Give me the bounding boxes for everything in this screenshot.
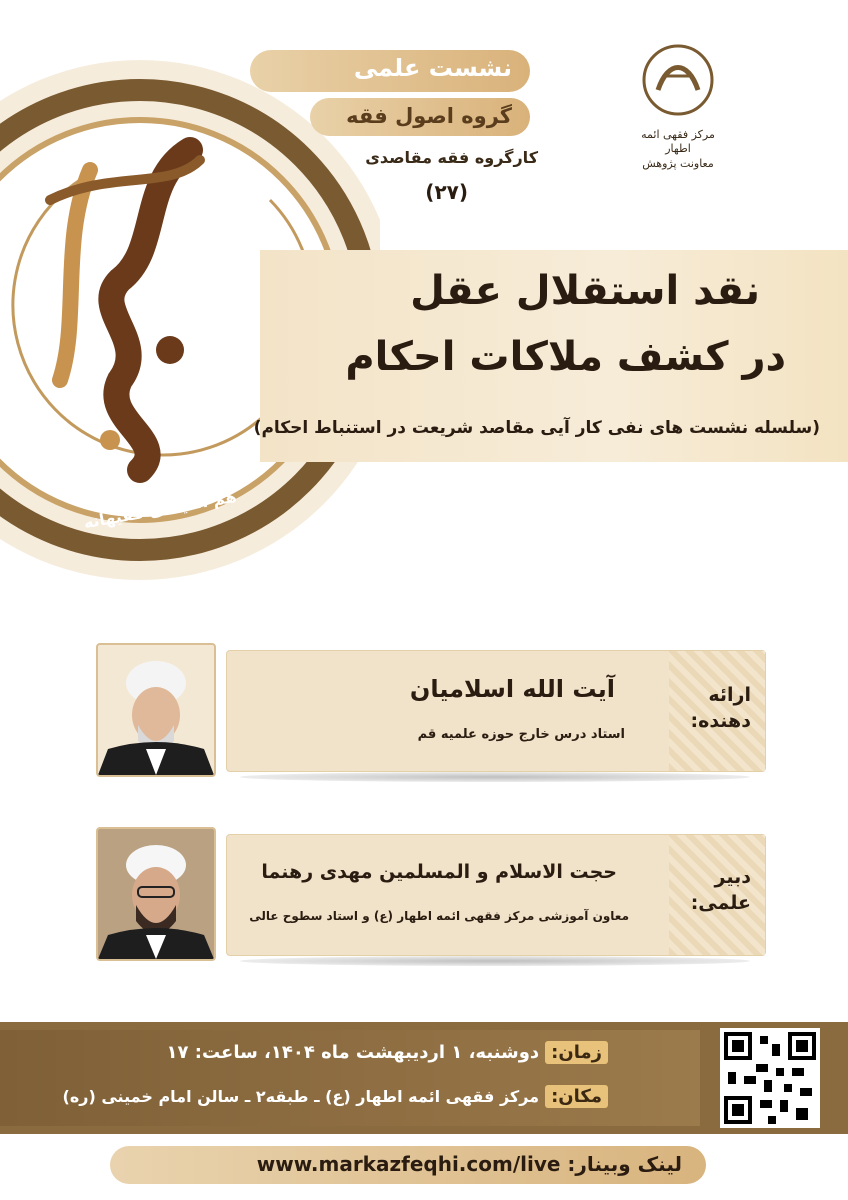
title-line-1: نقد استقلال عقل — [410, 268, 760, 314]
presenter-title: استاد درس خارج حوزه علمیه قم — [417, 727, 625, 742]
time-value: دوشنبه، ۱ اردیبهشت ماه ۱۴۰۴، ساعت: ۱۷ — [166, 1042, 540, 1063]
event-type-pill — [250, 50, 530, 92]
secretary-role-line2: علمی: — [690, 891, 751, 914]
time-label: زمان: — [545, 1041, 608, 1064]
group-name: گروه اصول فقه — [346, 104, 512, 128]
time-row — [167, 1042, 608, 1063]
session-number: (۲۷) — [425, 180, 468, 204]
emblem-motto: هم اندیشی فقیهانه — [82, 486, 238, 533]
event-type: نشست علمی — [353, 54, 512, 82]
qr-code[interactable] — [720, 1028, 820, 1128]
presenter-card — [226, 650, 766, 772]
secretary-card — [226, 834, 766, 956]
presenter-role-line2: دهنده: — [690, 709, 751, 732]
presenter-role-line1: ارائه — [708, 684, 751, 706]
secretary-photo — [96, 827, 216, 961]
secretary-title: معاون آموزشی مرکز فقهی ائمه اطهار (ع) و استاد سطوح عالی — [249, 909, 629, 923]
place-row — [63, 1086, 608, 1107]
webinar-link-pill[interactable] — [110, 1146, 706, 1184]
group-pill — [310, 98, 530, 136]
presenter-name: آیت الله اسلامیان — [409, 675, 615, 703]
subgroup-name: کارگروه فقه مقاصدی — [365, 148, 538, 167]
secretary-role-line1: دبیر — [714, 866, 751, 888]
logo-org-line2: معاونت پژوهش — [642, 156, 714, 170]
logo-org-line1: مرکز فقهی ائمه اطهار — [641, 128, 715, 156]
title-line-2: در کشف ملاکات احکام — [345, 334, 786, 380]
secretary-name: حجت الاسلام و المسلمین مهدی رهنما — [261, 861, 617, 883]
series-subtitle: (سلسله نشست های نفی کار آیی مقاصد شریعت در استنباط احکام) — [253, 418, 820, 438]
secretary-role-box — [669, 835, 765, 955]
presenter-role-box — [669, 651, 765, 771]
secretary-card-shadow — [240, 956, 750, 966]
logo-icon — [638, 40, 718, 120]
place-value: مرکز فقهی ائمه اطهار (ع) ـ طبقه۲ ـ سالن امام خمینی (ره) — [62, 1087, 540, 1106]
place-label: مکان: — [545, 1085, 608, 1108]
webinar-label: لینک وبینار: — [567, 1152, 682, 1176]
presenter-photo — [96, 643, 216, 777]
webinar-url[interactable]: www.markazfeqhi.com/live — [256, 1152, 561, 1176]
org-logo — [628, 40, 728, 180]
presenter-card-shadow — [240, 772, 750, 782]
